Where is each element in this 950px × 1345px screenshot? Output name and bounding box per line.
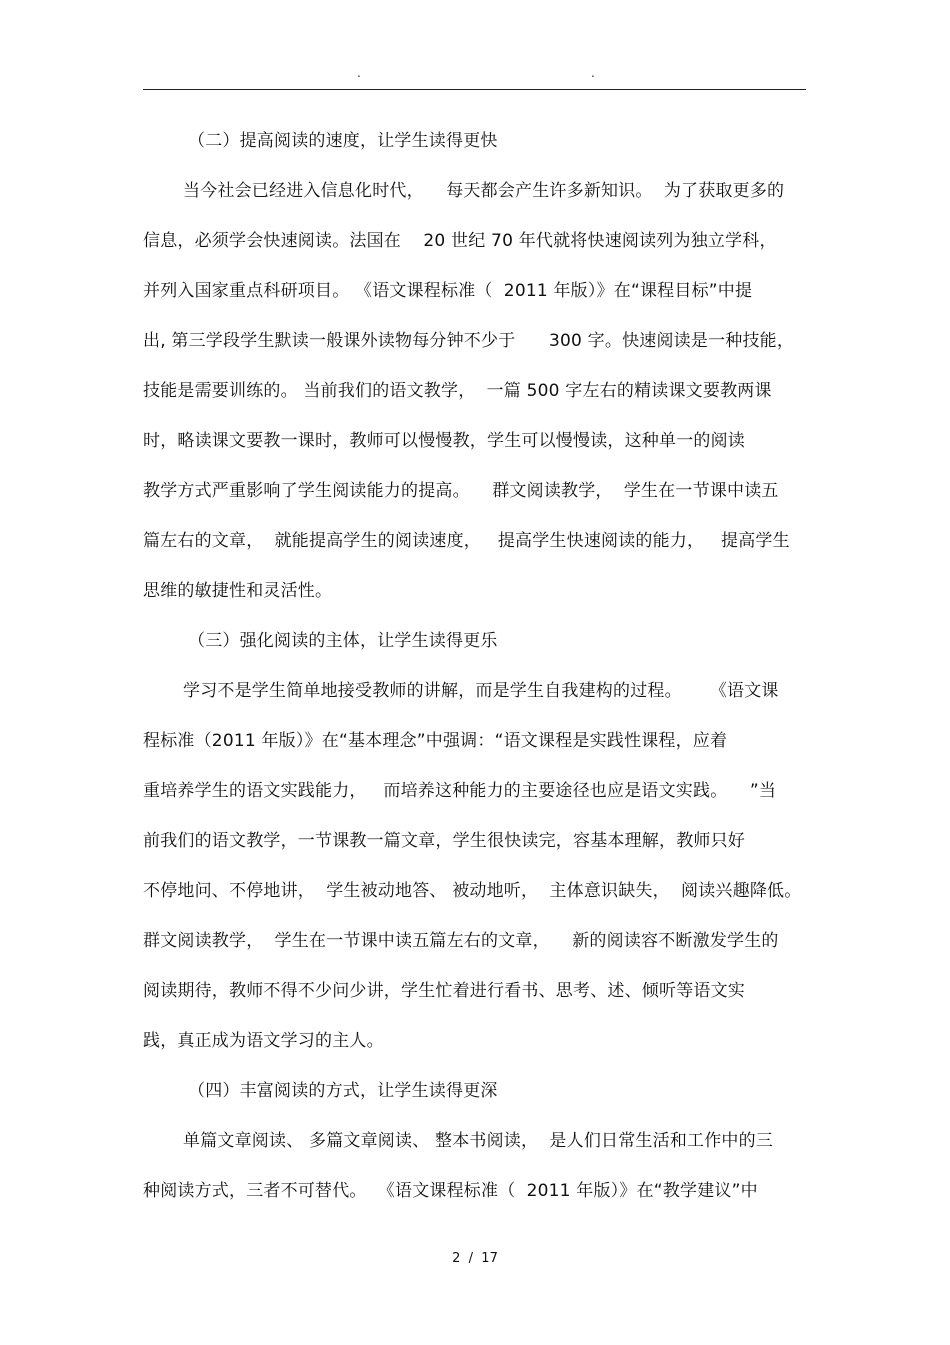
header-mark-left: . (357, 66, 361, 80)
paragraph-line: 群文阅读教学， 学生在一节课中读五篇左右的文章， 新的阅读容不断激发学生的 (143, 931, 779, 951)
paragraph-line: 技能是需要训练的。 当前我们的语文教学， 一篇 500 字左右的精读课文要教两课 (143, 381, 772, 401)
paragraph-line: 阅读期待，教师不得不少问少讲，学生忙着进行看书、思考、述、倾听等语文实 (143, 981, 745, 1001)
paragraph-line: 种阅读方式，三者不可替代。 《语文课程标准（ 2011 年版）》在“教学建议”中 (143, 1181, 758, 1201)
header-rule (143, 89, 806, 90)
paragraph-line: 当今社会已经进入信息化时代， 每天都会产生许多新知识。 为了获取更多的 (183, 181, 785, 201)
paragraph-line: 出, 第三学段学生默读一般课外读物每分钟不少于 300 字。快速阅读是一种技能， (143, 331, 795, 351)
paragraph-line: 单篇文章阅读、 多篇文章阅读、 整本书阅读， 是人们日常生活和工作中的三 (183, 1131, 774, 1151)
paragraph-line: 不停地问、不停地讲， 学生被动地答、 被动地听， 主体意识缺失， 阅读兴趣降低。 (143, 881, 802, 901)
paragraph-line: 思维的敏捷性和灵活性。 (143, 581, 333, 601)
section-heading-4: （四）丰富阅读的方式，让学生读得更深 (188, 1081, 498, 1101)
paragraph-line: 教学方式严重影响了学生阅读能力的提高。 群文阅读教学， 学生在一节课中读五 (143, 481, 779, 501)
paragraph-line: 时，略读课文要教一课时，教师可以慢慢教，学生可以慢慢读，这种单一的阅读 (143, 431, 745, 451)
paragraph-line: 重培养学生的语文实践能力， 而培养这种能力的主要途径也应是语文实践。 ”当 (143, 781, 777, 801)
paragraph-line: 践，真正成为语文学习的主人。 (143, 1031, 384, 1051)
paragraph-line: 程标准（2011 年版）》在“基本理念”中强调：“语文课程是实践性课程，应着 (143, 731, 728, 751)
section-heading-2: （二）提高阅读的速度，让学生读得更快 (188, 131, 498, 151)
paragraph-line: 信息，必须学会快速阅读。法国在 20 世纪 70 年代就将快速阅读列为独立学科， (143, 231, 777, 251)
paragraph-line: 前我们的语文教学，一节课教一篇文章，学生很快读完，容基本理解，教师只好 (143, 831, 745, 851)
paragraph-line: 篇左右的文章， 就能提高学生的阅读速度， 提高学生快速阅读的能力， 提高学生 (143, 531, 790, 551)
header-mark-right: . (591, 66, 595, 80)
paragraph-line: 并列入国家重点科研项目。 《语文课程标准（ 2011 年版）》在“课程目标”中提 (143, 281, 753, 301)
page-number: 2 / 17 (452, 1251, 498, 1266)
section-heading-3: （三）强化阅读的主体，让学生读得更乐 (188, 631, 498, 651)
paragraph-line: 学习不是学生简单地接受教师的讲解，而是学生自我建构的过程。 《语文课 (183, 681, 779, 701)
